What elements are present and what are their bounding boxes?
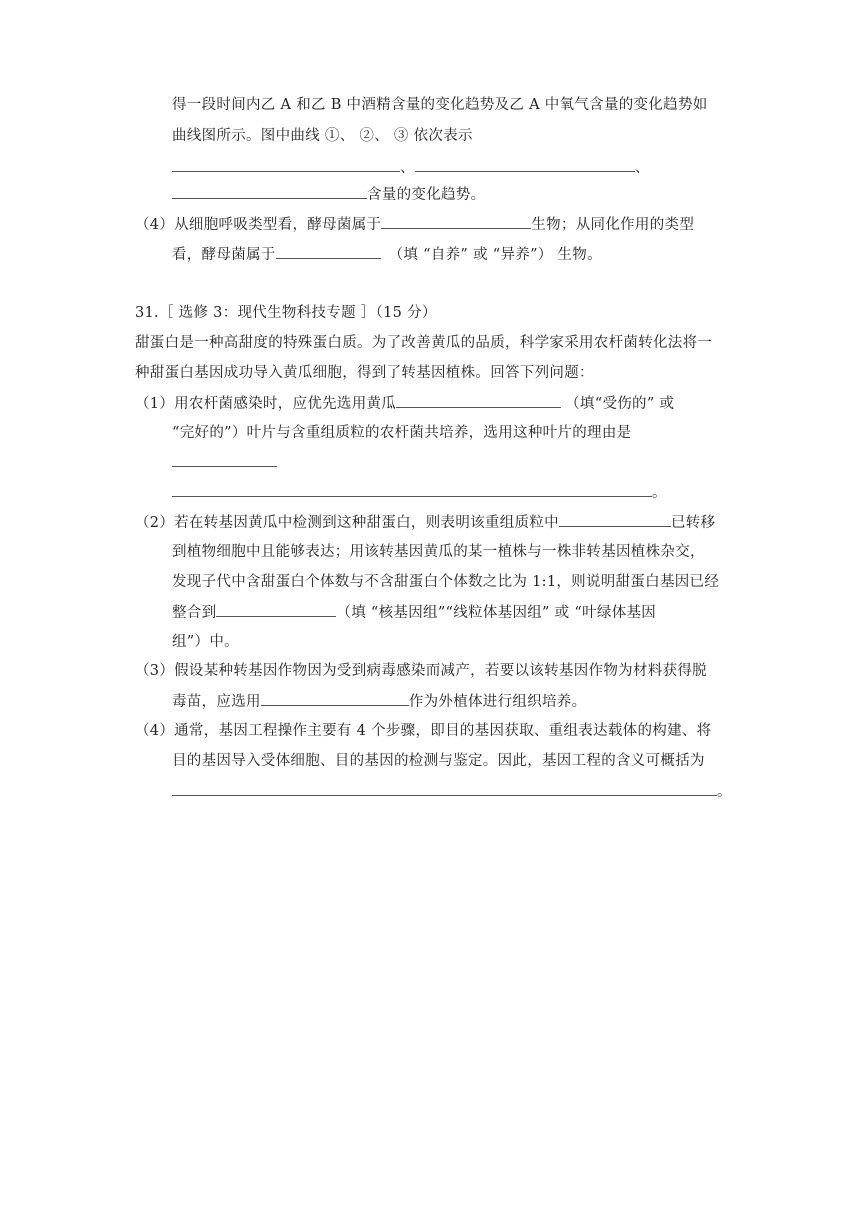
q31-part3-line-1: （3）假设某种转基因作物因为受到病毒感染而减产，若要以该转基因作物为材料获得脱: [135, 663, 707, 679]
q30-line-3: [172, 157, 650, 178]
q31-part2-line-5: 组”）中。: [172, 634, 239, 650]
answer-blank-respiration-type[interactable]: [381, 214, 531, 229]
line-text: （1）用农杆菌感染时，应优先选用黄瓜: [135, 396, 397, 412]
line-text: 毒苗，应选用: [172, 694, 261, 710]
q31-intro-2: 种甜蛋白基因成功导入黄瓜细胞，得到了转基因植株。回答下列问题：: [135, 365, 594, 381]
q31-part2-line-1: [135, 512, 715, 533]
q31-part1-line-2: “完好的”）叶片与含重组质粒的农杆菌共培养，选用这种叶片的理由是: [172, 425, 632, 441]
separator: 、: [400, 160, 415, 176]
answer-blank-explant[interactable]: [261, 691, 409, 706]
q30-line-4: [172, 184, 485, 205]
line-text: （2）若在转基因黄瓜中检测到这种甜蛋白，则表明该重组质粒中: [135, 515, 559, 531]
q31-part1-blank-line-1: [172, 452, 277, 473]
line-text: 已转移: [670, 515, 716, 531]
line-text: 含量的变化趋势。: [367, 187, 486, 203]
q31-part4-blank-line: [172, 781, 732, 802]
answer-blank-genome[interactable]: [216, 602, 336, 617]
line-text: （4）从细胞呼吸类型看，酵母菌属于: [135, 217, 382, 233]
line-text: 整合到: [172, 605, 217, 621]
q31-part4-line-1: （4）通常，基因工程操作主要有 4 个步骤，即目的基因获取、重组表达载体的构建、将: [135, 723, 712, 739]
line-text: （填 “自养” 或 “异养”） 生物。: [388, 247, 602, 263]
answer-blank-curve-1[interactable]: [172, 157, 400, 172]
answer-blank-curve-3[interactable]: [172, 184, 367, 199]
line-text: 作为外植体进行组织培养。: [408, 694, 587, 710]
q31-part2-line-3: 发现子代中含甜蛋白个体数与不含甜蛋白个体数之比为 1:1，则说明甜蛋白基因已经: [172, 574, 720, 590]
answer-blank-assimilation-type[interactable]: [276, 244, 381, 259]
line-text: （填“受伤的” 或: [565, 396, 675, 412]
q31-part4-line-2: 目的基因导入受体细胞、目的基因的检测与鉴定。因此，基因工程的含义可概括为: [172, 753, 705, 769]
q31-part1-line-1: [135, 393, 674, 414]
q31-part2-line-4: [172, 602, 656, 623]
separator: 、: [634, 160, 650, 176]
line-text: 。: [652, 485, 667, 501]
q30-part4-line-1: [135, 214, 694, 235]
answer-blank-reason-1[interactable]: [172, 452, 277, 467]
answer-blank-curve-2[interactable]: [415, 157, 635, 172]
q31-intro-1: 甜蛋白是一种高甜度的特殊蛋白质。为了改善黄瓜的品质，科学家采用农杆菌转化法将一: [135, 335, 713, 351]
line-text: 生物；从同化作用的类型: [531, 217, 695, 233]
line-text: （填 “核基因组”“线粒体基因组” 或 “叶绿体基因: [336, 605, 657, 621]
answer-blank-reason-2[interactable]: [172, 482, 652, 497]
q31-part3-line-2: [172, 691, 586, 712]
q31-part1-blank-line-2: [172, 482, 667, 503]
line-text: 。: [717, 784, 732, 800]
q30-line-1: 得一段时间内乙 A 和乙 B 中酒精含量的变化趋势及乙 A 中氧气含量的变化趋势如: [172, 97, 708, 113]
answer-blank-leaf-choice[interactable]: [396, 393, 561, 408]
q31-part2-line-2: 到植物细胞中且能够表达；用该转基因黄瓜的某一植株与一株非转基因植株杂交，: [172, 544, 705, 560]
q31-title: 31.［ 选修 3：现代生物科技专题 ］（15 分）: [135, 305, 437, 321]
answer-blank-transferred-dna[interactable]: [559, 512, 671, 527]
q30-part4-line-2: [172, 244, 602, 265]
answer-blank-definition[interactable]: [172, 781, 717, 796]
line-text: 看，酵母菌属于: [172, 247, 276, 263]
q30-line-2: 曲线图所示。图中曲线 ①、 ②、 ③ 依次表示: [172, 128, 473, 144]
